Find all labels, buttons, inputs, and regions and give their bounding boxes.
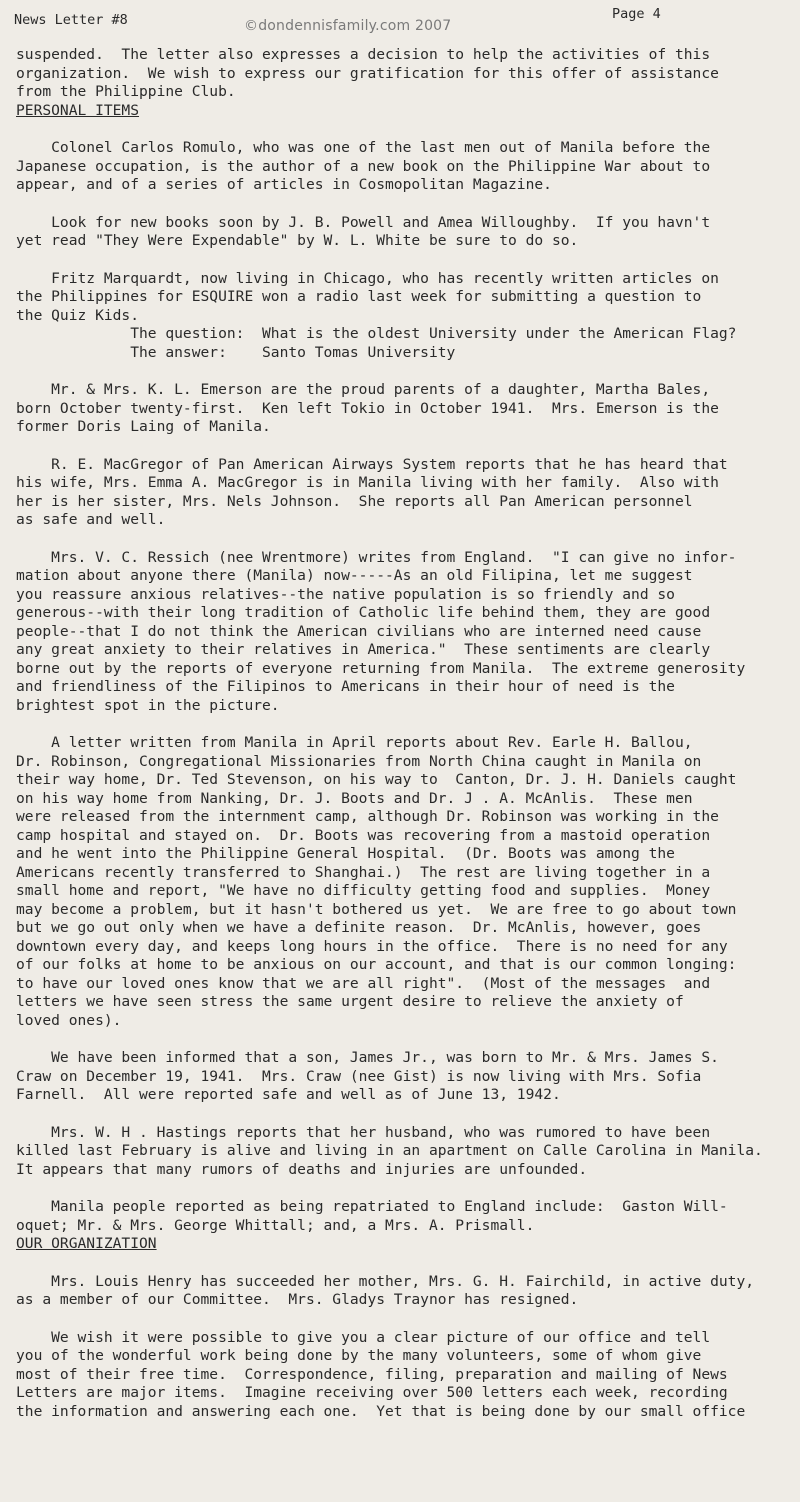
newsletter-number: News Letter #8 xyxy=(14,12,128,28)
text-line: Mrs. Louis Henry has succeeded her mother, Mrs. G. H. Fairchild, in active duty, xyxy=(16,1272,755,1290)
paragraph-manila-letter xyxy=(16,734,796,1030)
text-line: his wife, Mrs. Emma A. MacGregor is in Manila living with her family. Also with xyxy=(16,474,719,491)
text-line: yet read "They Were Expendable" by W. L. White be sure to do so. xyxy=(16,232,579,249)
paragraph-macgregor xyxy=(16,456,796,530)
text-line: Mrs. W. H . Hastings reports that her husband, who was rumored to have been xyxy=(16,1123,711,1141)
text-line: loved ones). xyxy=(16,1011,122,1029)
text-line: killed last February is alive and living in an apartment on Calle Carolina in Manila. xyxy=(16,1142,763,1159)
text-line: Look for new books soon by J. B. Powell and Amea Willoughby. If you havn't xyxy=(16,213,711,231)
text-line: any great anxiety to their relatives in America." These sentiments are clearly xyxy=(16,641,711,658)
paragraph-ressich xyxy=(16,549,796,716)
text-line: oquet; Mr. & Mrs. George Whittall; and, a Mrs. A. Prismall. xyxy=(16,1216,535,1234)
text-line: Manila people reported as being repatriated to England include: Gaston Will- xyxy=(16,1198,728,1215)
text-line: Colonel Carlos Romulo, who was one of the last men out of Manila before the xyxy=(16,139,711,156)
text-line: suspended. The letter also expresses a decision to help the activities of this xyxy=(16,46,711,63)
text-line: were released from the internment camp, although Dr. Robinson was working in the xyxy=(16,808,719,825)
text-line: as a member of our Committee. Mrs. Gladys Traynor has resigned. xyxy=(16,1291,579,1308)
text-line: small home and report, "We have no difficulty getting food and supplies. Money xyxy=(16,882,711,899)
text-line: and he went into the Philippine General Hospital. (Dr. Boots was among the xyxy=(16,845,675,862)
text-line: to have our loved ones know that we are all right". (Most of the messages and xyxy=(16,974,711,992)
text-line: the information and answering each one. Yet that is being done by our small office xyxy=(16,1402,746,1420)
text-line: her is her sister, Mrs. Nels Johnson. She reports all Pan American personnel xyxy=(16,492,693,510)
paragraph-fritz xyxy=(16,270,796,363)
text-line: from the Philippine Club. xyxy=(16,83,236,100)
newsletter-body xyxy=(16,46,796,1421)
text-line: organization. We wish to express our gratification for this offer of assistance xyxy=(16,64,719,82)
page-number: Page 4 xyxy=(612,6,661,22)
text-line: most of their free time. Correspondence, filing, preparation and mailing of News xyxy=(16,1365,728,1383)
section-heading-our-organization: OUR ORGANIZATION xyxy=(16,1235,157,1252)
text-line: you reassure anxious relatives--the native population is so friendly and so xyxy=(16,585,675,603)
paragraph-hastings xyxy=(16,1124,796,1180)
text-line: It appears that many rumors of deaths and injuries are unfounded. xyxy=(16,1160,588,1178)
section-heading-personal-items: PERSONAL ITEMS xyxy=(16,101,140,119)
paragraph-craw xyxy=(16,1049,796,1105)
text-line: Letters are major items. Imagine receiving over 500 letters each week, recording xyxy=(16,1384,728,1401)
text-line: We have been informed that a son, James Jr., was born to Mr. & Mrs. James S. xyxy=(16,1049,719,1066)
text-line: mation about anyone there (Manila) now-----As an old Filipina, let me suggest xyxy=(16,567,693,584)
text-line: may become a problem, but it hasn't bothered us yet. We are free to go about town xyxy=(16,900,737,918)
quiz-answer: The answer: Santo Tomas University xyxy=(16,343,456,361)
paragraph-books xyxy=(16,214,796,251)
quiz-question: The question: What is the oldest University under the American Flag? xyxy=(16,325,737,342)
text-line: people--that I do not think the American civilians who are interned need cause xyxy=(16,622,702,640)
paragraph-romulo xyxy=(16,139,796,195)
text-line: A letter written from Manila in April reports about Rev. Earle H. Ballou, xyxy=(16,734,693,751)
paragraph-office xyxy=(16,1329,796,1422)
text-line: generous--with their long tradition of Catholic life behind them, they are good xyxy=(16,604,711,621)
text-line: but we go out only when we have a definite reason. Dr. McAnlis, however, goes xyxy=(16,919,702,936)
paragraph-henry xyxy=(16,1273,796,1310)
page-header xyxy=(14,8,784,38)
text-line: camp hospital and stayed on. Dr. Boots was recovering from a mastoid operation xyxy=(16,826,711,844)
text-line: of our folks at home to be anxious on our account, and that is our common longing: xyxy=(16,956,737,973)
text-line: the Philippines for ESQUIRE won a radio last week for submitting a question to xyxy=(16,288,702,305)
text-line: Farnell. All were reported safe and well as of June 13, 1942. xyxy=(16,1086,561,1103)
text-line: Mrs. V. C. Ressich (nee Wrentmore) writes from England. "I can give no infor- xyxy=(16,548,737,566)
text-line: downtown every day, and keeps long hours in the office. There is no need for any xyxy=(16,937,728,955)
paragraph-emerson xyxy=(16,381,796,437)
text-line: appear, and of a series of articles in Cosmopolitan Magazine. xyxy=(16,176,552,193)
text-line: We wish it were possible to give you a clear picture of our office and tell xyxy=(16,1328,711,1346)
text-line: on his way home from Nanking, Dr. J. Boots and Dr. J . A. McAnlis. These men xyxy=(16,789,693,807)
text-line: Dr. Robinson, Congregational Missionaries from North China caught in Manila on xyxy=(16,752,702,770)
text-line: born October twenty-first. Ken left Tokio in October 1941. Mrs. Emerson is the xyxy=(16,399,719,417)
text-line: Fritz Marquardt, now living in Chicago, who has recently written articles on xyxy=(16,269,719,287)
text-line: Craw on December 19, 1941. Mrs. Craw (nee Gist) is now living with Mrs. Sofia xyxy=(16,1067,702,1085)
copyright-watermark: ©dondennisfamily.com 2007 xyxy=(244,18,452,34)
text-line: their way home, Dr. Ted Stevenson, on his way to Canton, Dr. J. H. Daniels caught xyxy=(16,771,737,788)
text-line: borne out by the reports of everyone returning from Manila. The extreme generosity xyxy=(16,659,746,677)
text-line: and friendliness of the Filipinos to Americans in their hour of need is the xyxy=(16,678,675,695)
text-line: Americans recently transferred to Shanghai.) The rest are living together in a xyxy=(16,863,711,881)
text-line: brightest spot in the picture. xyxy=(16,696,280,714)
text-line: as safe and well. xyxy=(16,511,166,528)
paragraph-repatriated xyxy=(16,1198,796,1235)
text-line: Mr. & Mrs. K. L. Emerson are the proud parents of a daughter, Martha Bales, xyxy=(16,381,711,398)
text-line: Japanese occupation, is the author of a new book on the Philippine War about to xyxy=(16,157,711,175)
text-line: you of the wonderful work being done by the many volunteers, some of whom give xyxy=(16,1347,702,1364)
intro-paragraph xyxy=(16,46,796,102)
text-line: letters we have seen stress the same urgent desire to relieve the anxiety of xyxy=(16,993,684,1010)
text-line: R. E. MacGregor of Pan American Airways System reports that he has heard that xyxy=(16,455,728,473)
text-line: former Doris Laing of Manila. xyxy=(16,418,271,435)
text-line: the Quiz Kids. xyxy=(16,306,140,324)
